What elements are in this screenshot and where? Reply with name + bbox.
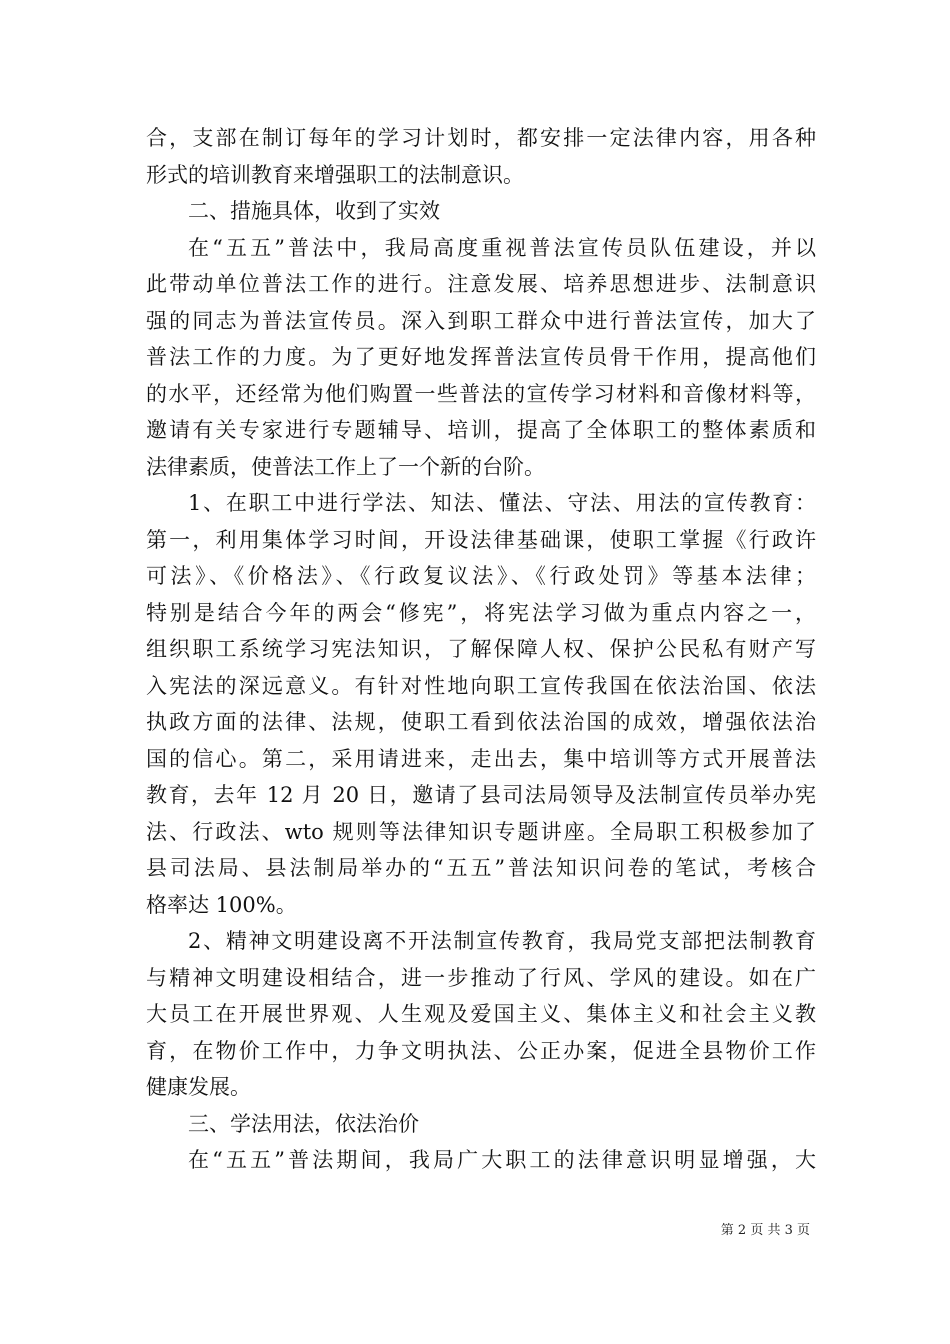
text-line: 第一，利用集体学习时间，开设法律基础课，使职工掌握《行政许 — [146, 527, 816, 552]
text-line: 合，支部在制订每年的学习计划时，都安排一定法律内容，用各种 — [146, 126, 816, 150]
text-line: 执政方面的法律、法规，使职工看到依法治国的成效，增强依法治 — [146, 710, 816, 734]
text-line: 法、行政法、wto 规则等法律知识专题讲座。全局职工积极参加了 — [146, 819, 816, 844]
text-line: 入宪法的深远意义。有针对性地向职工宣传我国在依法治国、依法 — [146, 673, 816, 698]
text-line: 与精神文明建设相结合，进一步推动了行风、学风的建设。如在广 — [146, 965, 816, 990]
text-line: 在“五五”普法中，我局高度重视普法宣传员队伍建设，并以 — [188, 235, 816, 260]
text-line: 特别是结合今年的两会“修宪”，将宪法学习做为重点内容之一， — [146, 600, 816, 625]
text-line: 在“五五”普法期间，我局广大职工的法律意识明显增强，大 — [188, 1148, 816, 1172]
text-line: 健康发展。 — [146, 1075, 251, 1099]
text-line: 二、措施具体，收到了实效 — [188, 199, 440, 223]
text-line: 育，在物价工作中，力争文明执法、公正办案，促进全县物价工作 — [146, 1038, 816, 1063]
text-line: 格率达 100%。 — [146, 892, 297, 917]
text-line: 三、学法用法，依法治价 — [188, 1111, 419, 1136]
text-line: 县司法局、县法制局举办的“五五”普法知识问卷的笔试，考核合 — [146, 856, 816, 880]
text-line: 普法工作的力度。为了更好地发挥普法宣传员骨干作用，提高他们 — [146, 345, 816, 369]
text-line: 形式的培训教育来增强职工的法制意识。 — [146, 162, 524, 187]
text-line: 此带动单位普法工作的进行。注意发展、培养思想进步、法制意识 — [146, 272, 816, 296]
text-line: 邀请有关专家进行专题辅导、培训，提高了全体职工的整体素质和 — [146, 418, 816, 442]
text-line: 国的信心。第二，采用请进来，走出去，集中培训等方式开展普法 — [146, 746, 816, 771]
text-line: 1、在职工中进行学法、知法、懂法、守法、用法的宣传教育： — [188, 491, 816, 515]
text-line: 大员工在开展世界观、人生观及爱国主义、集体主义和社会主义教 — [146, 1002, 816, 1026]
text-line: 教育，去年 12 月 20 日，邀请了县司法局领导及法制宣传员举办宪 — [146, 783, 816, 807]
text-line: 可法》、《价格法》、《行政复议法》、《行政处罚》等基本法律； — [146, 564, 816, 588]
page-number-footer: 第 2 页 共 3 页 — [720, 1223, 810, 1238]
text-line: 组织职工系统学习宪法知识，了解保障人权、保护公民私有财产写 — [146, 637, 816, 661]
text-line: 强的同志为普法宣传员。深入到职工群众中进行普法宣传，加大了 — [146, 308, 816, 333]
text-line: 的水平，还经常为他们购置一些普法的宣传学习材料和音像材料等， — [146, 381, 816, 406]
text-line: 法律素质，使普法工作上了一个新的台阶。 — [146, 454, 545, 479]
body-text — [146, 120, 816, 1179]
text-line: 2、精神文明建设离不开法制宣传教育，我局党支部把法制教育 — [188, 929, 816, 953]
